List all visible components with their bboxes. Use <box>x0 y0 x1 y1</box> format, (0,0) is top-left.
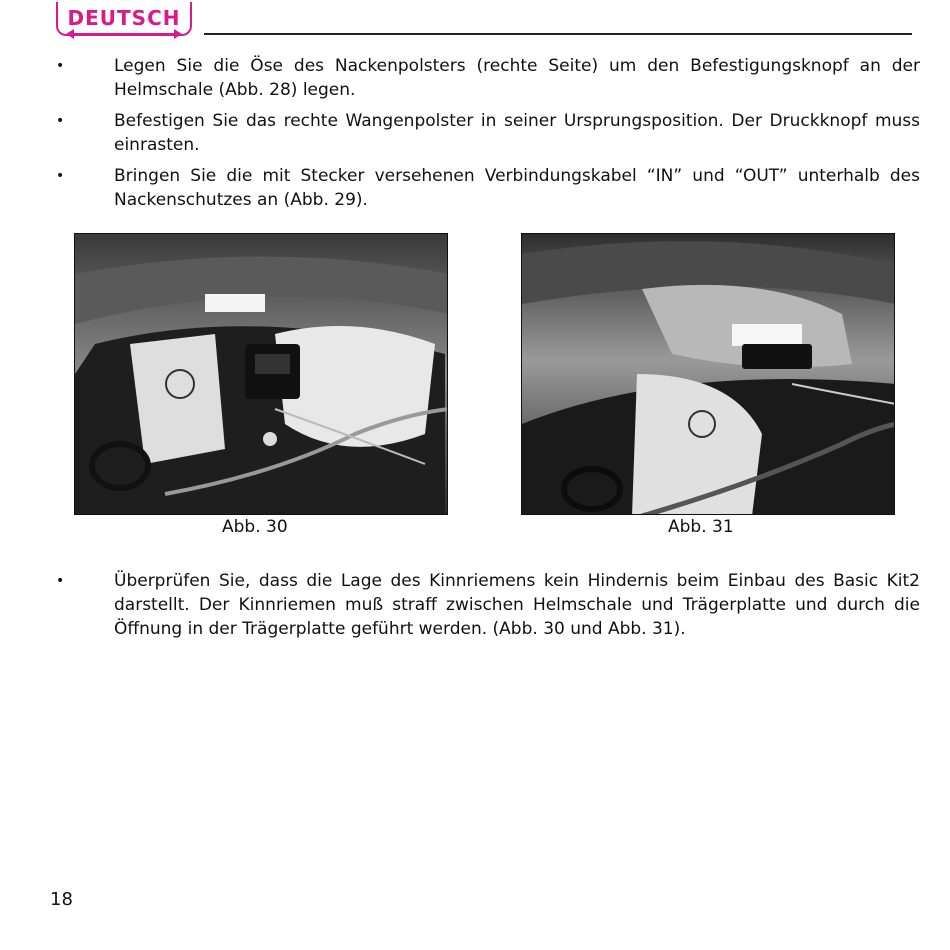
instruction-item: • Befestigen Sie das rechte Wangenpolster in seiner Ursprungsposition. Der Druckknopf muss einrasten. <box>56 109 920 157</box>
instruction-list <box>56 54 920 219</box>
language-label: DEUTSCH <box>67 6 181 30</box>
figure-abb-31-photo <box>521 233 895 515</box>
instruction-list <box>56 569 920 648</box>
figure-abb-30-photo <box>74 233 448 515</box>
figure-caption: Abb. 30 <box>222 517 288 537</box>
figure-caption: Abb. 31 <box>668 517 734 537</box>
page-number: 18 <box>50 889 73 910</box>
double-arrow-icon <box>66 28 182 40</box>
header-rule <box>204 33 912 35</box>
instruction-item: • Legen Sie die Öse des Nackenpolsters (rechte Seite) um den Befestigungsknopf an der Helmschale (Abb. 28) legen. <box>56 54 920 102</box>
instruction-item: • Bringen Sie die mit Stecker versehenen Verbindungskabel “IN” und “OUT” unterhalb des Nackenschutzes an (Abb. 29). <box>56 164 920 212</box>
instruction-item: • Überprüfen Sie, dass die Lage des Kinnriemens kein Hindernis beim Einbau des Basic Kit2 darstellt. Der Kinnriemen muß straff zwischen Helmschale und Trägerplatte und durch die Öffnung in der Trägerplatte geführt werden. (Abb. 30 und Abb. 31). <box>56 569 920 641</box>
